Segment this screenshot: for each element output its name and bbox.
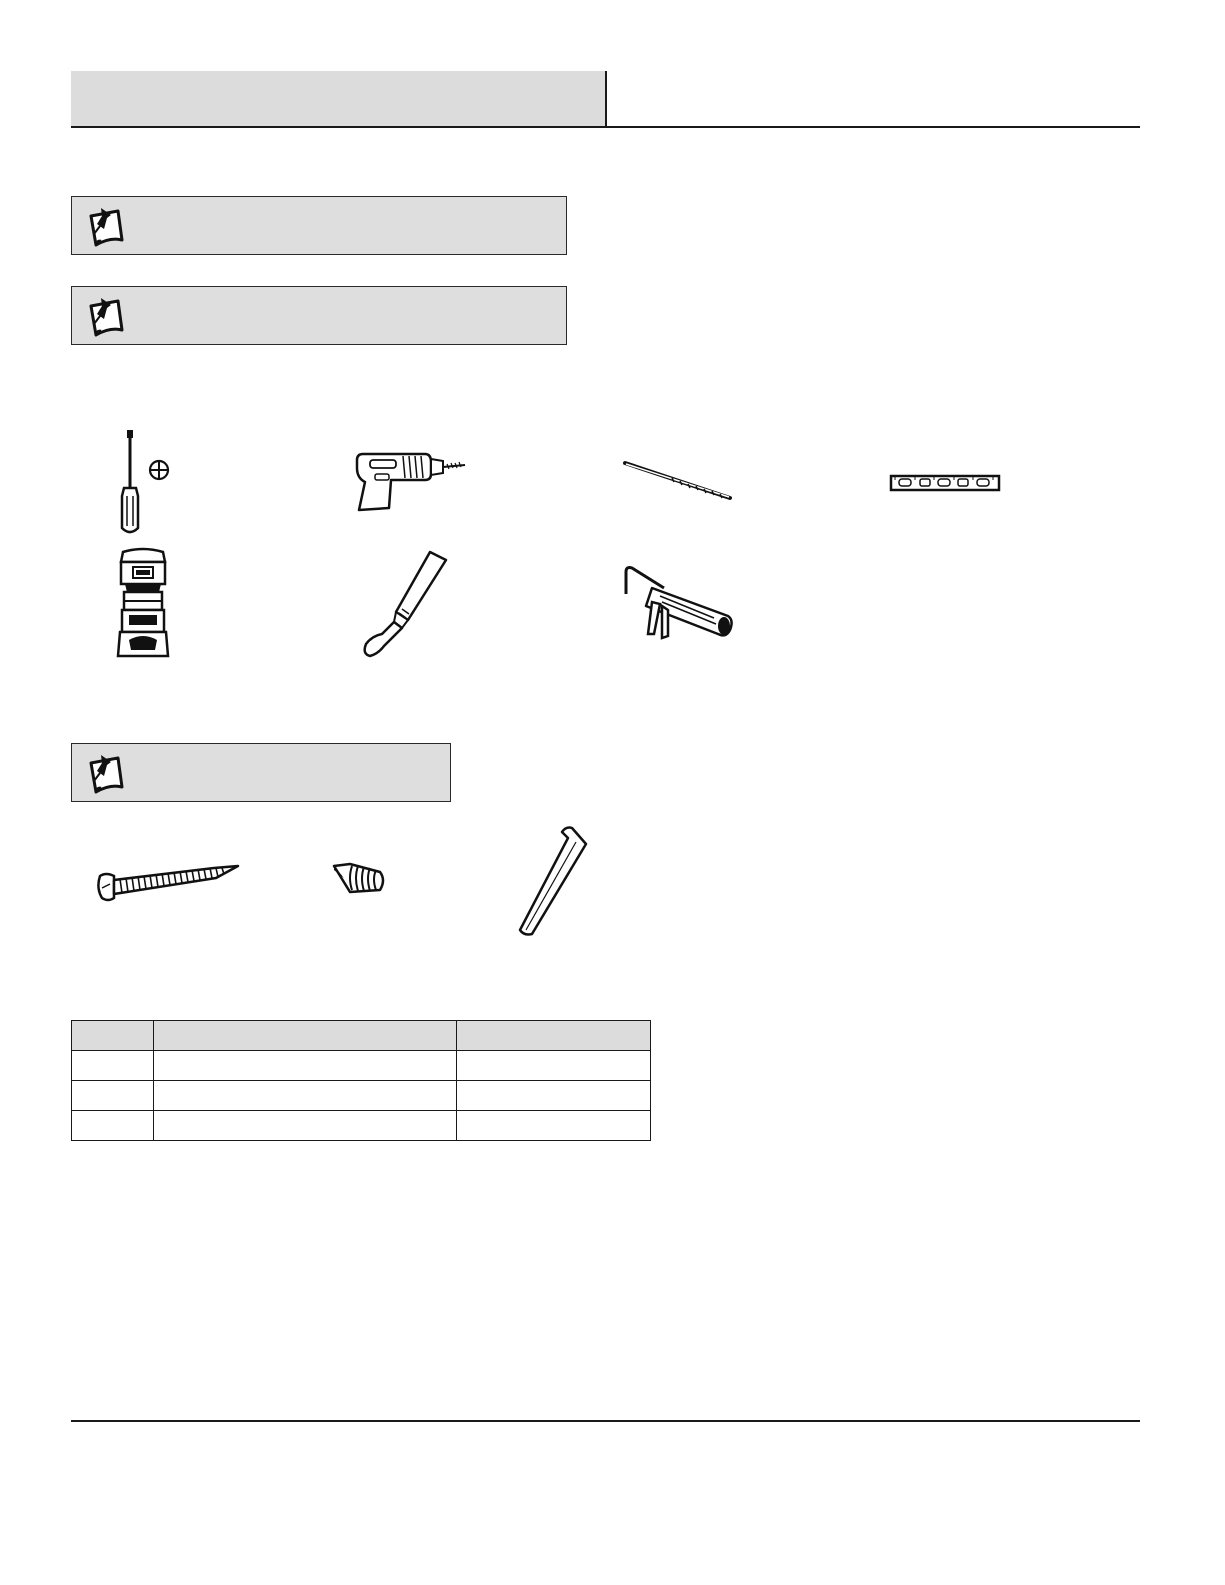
table-cell [154,1081,457,1111]
table-cell [457,1081,651,1111]
table-header-cell [72,1021,154,1051]
note-pin-icon [82,294,128,340]
phillips-screwdriver-icon [113,430,173,534]
table-header-row [72,1021,651,1051]
set-screw-icon [330,860,388,896]
footer-rule [71,1420,1140,1422]
note-pin-icon [82,751,128,797]
note-box-2 [71,286,567,345]
table-row [72,1081,651,1111]
table-row [72,1111,651,1141]
table-cell [72,1081,154,1111]
note-box-3 [71,743,451,802]
header-title-tab [71,71,607,127]
note-pin-icon [82,204,128,250]
table-header-cell [457,1021,651,1051]
file-tool-icon [362,550,450,662]
table-cell [72,1051,154,1081]
table-cell [457,1111,651,1141]
drill-bit-icon [622,460,734,502]
table-row [72,1051,651,1081]
table-cell [72,1111,154,1141]
table-header-cell [154,1021,457,1051]
screw-icon [94,858,240,908]
hex-key-icon [516,824,590,936]
power-drill-icon [355,450,467,512]
table-cell [154,1111,457,1141]
hardware-table [71,1020,651,1141]
level-icon [889,474,1001,492]
table-cell [154,1051,457,1081]
table-cell [457,1051,651,1081]
note-box-1 [71,196,567,255]
header-rule [71,126,1140,128]
caulk-gun-icon [620,564,736,646]
router-icon [115,548,171,660]
